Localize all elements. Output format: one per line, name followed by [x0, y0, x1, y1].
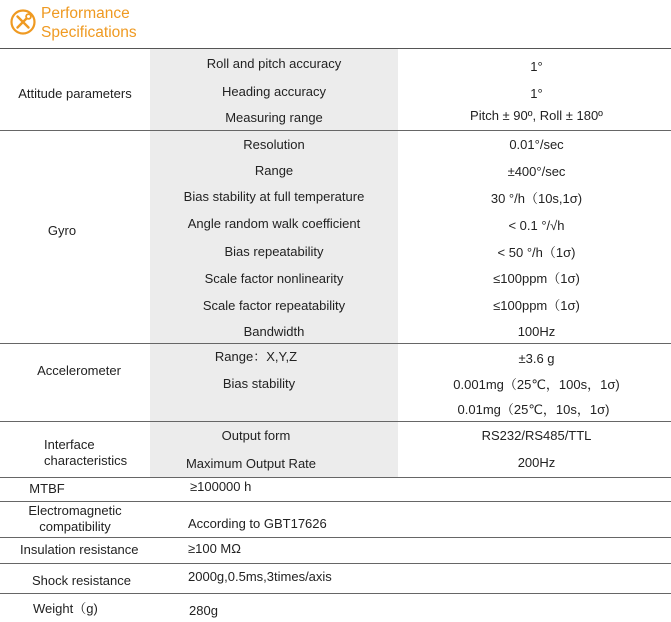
param-bias-repeatability: Bias repeatability [224, 244, 324, 259]
value-scale-factor-repeatability: ≤100ppm（1σ) [493, 298, 580, 313]
value-range: ±400°/sec [507, 164, 566, 179]
param-bandwidth: Bandwidth [243, 324, 305, 339]
value-bias-repeatability: < 50 °/h（1σ) [497, 245, 576, 260]
label-emc: Electromagnetic compatibility [28, 503, 122, 534]
param-angle-random-walk: Angle random walk coefficient [187, 216, 361, 231]
value-accel-bias-stability-10s: 0.01mg（25℃，10s，1σ) [457, 402, 610, 417]
value-shock: 2000g,0.5ms,3times/axis [188, 569, 332, 584]
value-bandwidth: 100Hz [517, 324, 556, 339]
wrench-screwdriver-icon [10, 9, 36, 35]
group-shock [0, 563, 671, 593]
group-emc [0, 501, 671, 537]
param-range: Range [254, 163, 294, 178]
value-angle-random-walk: < 0.1 °/√h [508, 218, 565, 233]
param-roll-pitch-accuracy: Roll and pitch accuracy [206, 56, 342, 71]
group-attitude [0, 49, 671, 130]
value-mtbf: ≥100000 h [190, 479, 252, 494]
param-output-form: Output form [221, 428, 291, 443]
group-label-interface: Interface characteristics [44, 437, 128, 468]
value-measuring-range: Pitch ± 90º, Roll ± 180º [470, 108, 603, 123]
label-insulation: Insulation resistance [20, 542, 139, 557]
group-label-gyro: Gyro [47, 223, 77, 238]
group-gyro [0, 130, 671, 343]
param-bias-stability-full-temp: Bias stability at full temperature [183, 189, 365, 204]
value-accel-bias-stability-100s: 0.001mg（25℃，100s，1σ) [453, 377, 620, 392]
param-accel-range: Range：X,Y,Z [214, 349, 298, 364]
param-scale-factor-nonlinearity: Scale factor nonlinearity [204, 271, 344, 286]
param-measuring-range: Measuring range [225, 110, 323, 125]
value-weight: 280g [189, 603, 218, 618]
param-resolution: Resolution [243, 137, 305, 152]
group-label-accelerometer: Accelerometer [37, 363, 121, 378]
label-shock: Shock resistance [32, 573, 131, 588]
group-label-attitude: Attitude parameters [18, 86, 132, 101]
param-max-output-rate: Maximum Output Rate [185, 456, 317, 471]
title-line-1: Performance [41, 5, 130, 22]
value-emc: According to GBT17626 [188, 516, 327, 531]
value-heading-accuracy: 1° [530, 86, 543, 101]
group-mtbf [0, 477, 671, 501]
label-weight: Weight（g) [33, 601, 98, 616]
value-scale-factor-nonlinearity: ≤100ppm（1σ) [493, 271, 580, 286]
value-accel-range: ±3.6 g [518, 351, 555, 366]
group-weight [0, 593, 671, 622]
spec-table [0, 49, 671, 622]
param-heading-accuracy: Heading accuracy [221, 84, 327, 99]
value-max-output-rate: 200Hz [517, 455, 556, 470]
value-output-form: RS232/RS485/TTL [481, 428, 592, 443]
group-accelerometer [0, 343, 671, 421]
label-mtbf: MTBF [29, 481, 65, 496]
title-line-2: Specifications [41, 24, 137, 41]
page-title [41, 4, 137, 42]
value-bias-stability-full-temp: 30 °/h（10s,1σ) [490, 191, 583, 206]
group-interface [0, 421, 671, 477]
value-resolution: 0.01°/sec [509, 137, 564, 152]
param-scale-factor-repeatability: Scale factor repeatability [202, 298, 346, 313]
value-insulation: ≥100 MΩ [188, 541, 241, 556]
value-roll-pitch-accuracy: 1° [530, 59, 543, 74]
group-insulation [0, 537, 671, 563]
param-accel-bias-stability: Bias stability [222, 376, 296, 391]
